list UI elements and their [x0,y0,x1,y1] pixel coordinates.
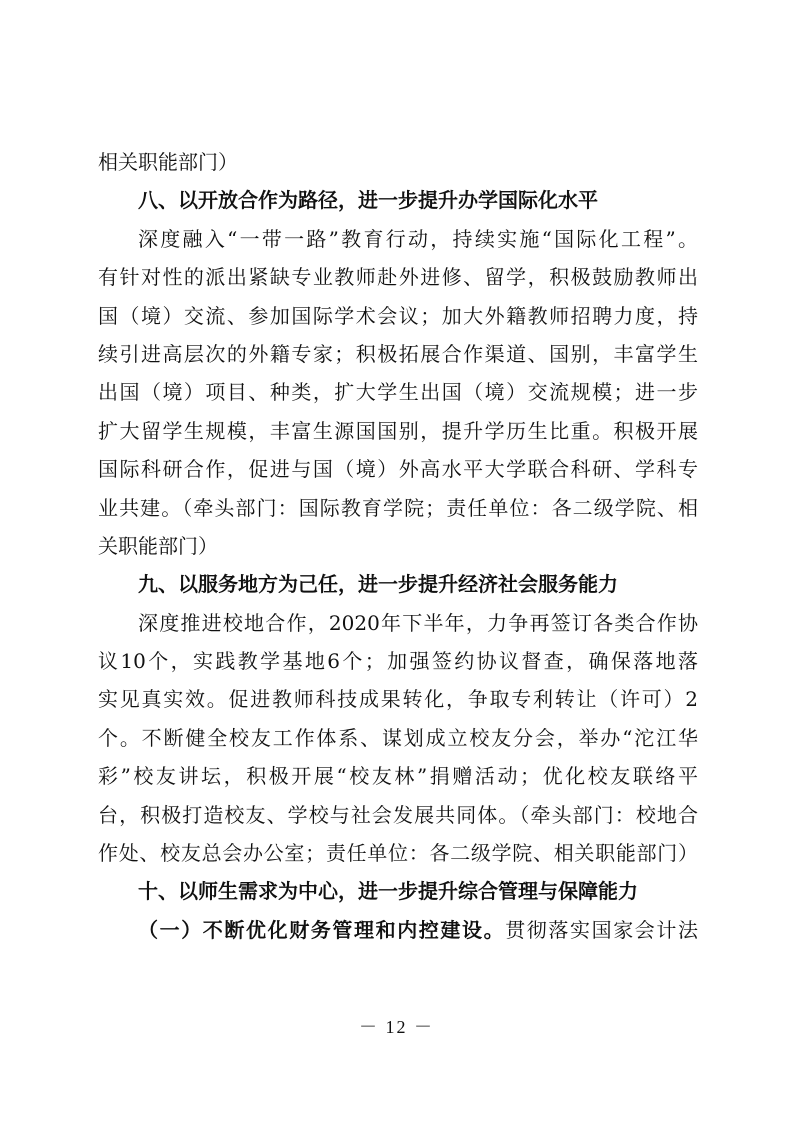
subsection-text: 贯彻落实国家会计法 [505,917,698,942]
paragraph-line: 深度融入“一带一路”教育行动，持续实施“国际化工程”。 [138,226,698,251]
paragraph-line: 议10个，实践教学基地6个；加强签约协议督查，确保落地落 [98,649,698,674]
paragraph-line: 实见真实效。促进教师科技成果转化，争取专利转让（许可）2 [98,687,698,712]
paragraph-line: 业共建。（牵头部门：国际教育学院；责任单位：各二级学院、相 [98,495,698,520]
paragraph-line: 台，积极打造校友、学校与社会发展共同体。（牵头部门：校地合 [98,802,698,827]
paragraph-line: 续引进高层次的外籍专家；积极拓展合作渠道、国别，丰富学生 [98,341,698,366]
section-heading-8: 八、以开放合作为路径，进一步提升办学国际化水平 [138,188,598,213]
paragraph-line: 出国（境）项目、种类，扩大学生出国（境）交流规模；进一步 [98,380,698,405]
subsection-heading: （一）不断优化财务管理和内控建设。 [138,917,506,942]
document-body [98,143,698,949]
section-heading-9: 九、以服务地方为己任，进一步提升经济社会服务能力 [138,572,618,597]
paragraph-line: 作处、校友总会办公室；责任单位：各二级学院、相关职能部门） [98,841,698,866]
paragraph-line: 扩大留学生规模，丰富生源国国别，提升学历生比重。积极开展 [98,418,698,443]
paragraph-line: 关职能部门） [98,533,218,558]
paragraph-line: 深度推进校地合作，2020年下半年，力争再签订各类合作协 [138,610,698,635]
paragraph-line: 彩”校友讲坛，积极开展“校友林”捐赠活动；优化校友联络平 [98,764,698,789]
paragraph-line: 有针对性的派出紧缺专业教师赴外进修、留学，积极鼓励教师出 [98,265,698,290]
subsection-line [98,911,698,949]
section-heading-10: 十、以师生需求为中心，进一步提升综合管理与保障能力 [138,879,638,904]
page-number: － 12 － [359,1017,434,1037]
paragraph-line: 个。不断健全校友工作体系、谋划成立校友分会，举办“沱江华 [98,725,698,750]
paragraph-line: 国（境）交流、参加国际学术会议；加大外籍教师招聘力度，持 [98,303,698,328]
paragraph-line: 相关职能部门） [98,150,238,174]
paragraph-line: 国际科研合作，促进与国（境）外高水平大学联合科研、学科专 [98,457,698,482]
